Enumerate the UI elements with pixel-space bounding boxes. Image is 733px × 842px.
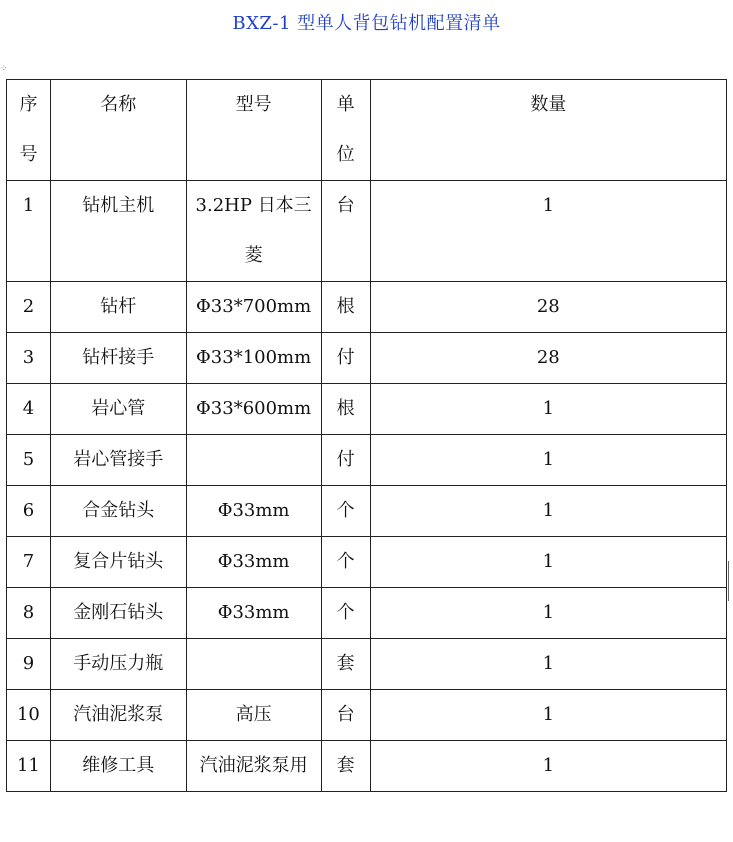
configuration-table bbox=[6, 79, 727, 792]
table-row bbox=[7, 639, 727, 690]
header-model: 型号 bbox=[186, 80, 321, 181]
cell-name: 合金钻头 bbox=[50, 486, 186, 537]
cell-seq: 2 bbox=[7, 282, 51, 333]
cell-unit: 根 bbox=[321, 384, 370, 435]
header-name: 名称 bbox=[50, 80, 186, 181]
cell-qty: 1 bbox=[370, 690, 726, 741]
header-unit: 单位 bbox=[321, 80, 370, 181]
cell-seq: 9 bbox=[7, 639, 51, 690]
cell-qty: 28 bbox=[370, 333, 726, 384]
cell-qty: 1 bbox=[370, 384, 726, 435]
resize-handle[interactable] bbox=[728, 561, 733, 601]
cell-unit: 根 bbox=[321, 282, 370, 333]
header-qty: 数量 bbox=[370, 80, 726, 181]
cell-name: 钻杆 bbox=[50, 282, 186, 333]
cell-seq: 3 bbox=[7, 333, 51, 384]
cell-qty: 1 bbox=[370, 486, 726, 537]
cell-unit: 个 bbox=[321, 537, 370, 588]
cell-unit: 套 bbox=[321, 639, 370, 690]
cell-seq: 10 bbox=[7, 690, 51, 741]
cell-model: Φ33mm bbox=[186, 588, 321, 639]
cell-model bbox=[186, 639, 321, 690]
cell-model: 3.2HP 日本三菱 bbox=[186, 181, 321, 282]
cell-model: 高压 bbox=[186, 690, 321, 741]
cell-model bbox=[186, 435, 321, 486]
cell-unit: 个 bbox=[321, 588, 370, 639]
cell-model: Φ33*600mm bbox=[186, 384, 321, 435]
cell-model: Φ33*100mm bbox=[186, 333, 321, 384]
cell-seq: 1 bbox=[7, 181, 51, 282]
table-row bbox=[7, 435, 727, 486]
cell-qty: 1 bbox=[370, 537, 726, 588]
cell-unit: 台 bbox=[321, 181, 370, 282]
table-row bbox=[7, 741, 727, 792]
cell-model: Φ33*700mm bbox=[186, 282, 321, 333]
cell-name: 手动压力瓶 bbox=[50, 639, 186, 690]
cell-unit: 付 bbox=[321, 435, 370, 486]
table-row bbox=[7, 384, 727, 435]
table-row bbox=[7, 181, 727, 282]
cell-unit: 个 bbox=[321, 486, 370, 537]
cell-seq: 7 bbox=[7, 537, 51, 588]
cell-qty: 28 bbox=[370, 282, 726, 333]
table-row bbox=[7, 486, 727, 537]
cell-qty: 1 bbox=[370, 181, 726, 282]
cell-qty: 1 bbox=[370, 741, 726, 792]
cell-qty: 1 bbox=[370, 639, 726, 690]
cell-seq: 11 bbox=[7, 741, 51, 792]
table-row bbox=[7, 537, 727, 588]
cell-name: 钻杆接手 bbox=[50, 333, 186, 384]
table-row bbox=[7, 282, 727, 333]
cell-seq: 4 bbox=[7, 384, 51, 435]
cell-name: 汽油泥浆泵 bbox=[50, 690, 186, 741]
cell-seq: 5 bbox=[7, 435, 51, 486]
table-row bbox=[7, 333, 727, 384]
cell-name: 岩心管 bbox=[50, 384, 186, 435]
document-title: BXZ-1 型单人背包钻机配置清单 bbox=[232, 13, 501, 34]
cell-model: 汽油泥浆泵用 bbox=[186, 741, 321, 792]
cell-name: 金刚石钻头 bbox=[50, 588, 186, 639]
cell-unit: 台 bbox=[321, 690, 370, 741]
cell-name: 复合片钻头 bbox=[50, 537, 186, 588]
cell-seq: 6 bbox=[7, 486, 51, 537]
cell-name: 维修工具 bbox=[50, 741, 186, 792]
cell-name: 岩心管接手 bbox=[50, 435, 186, 486]
cell-name: 钻机主机 bbox=[50, 181, 186, 282]
cell-model: Φ33mm bbox=[186, 486, 321, 537]
cell-unit: 套 bbox=[321, 741, 370, 792]
table-header-row bbox=[7, 80, 727, 181]
cell-model: Φ33mm bbox=[186, 537, 321, 588]
cell-seq: 8 bbox=[7, 588, 51, 639]
header-seq: 序号 bbox=[7, 80, 51, 181]
cell-unit: 付 bbox=[321, 333, 370, 384]
cell-qty: 1 bbox=[370, 435, 726, 486]
table-row bbox=[7, 588, 727, 639]
table-row bbox=[7, 690, 727, 741]
table-move-handle-icon[interactable]: ⁘ bbox=[0, 64, 8, 74]
cell-qty: 1 bbox=[370, 588, 726, 639]
